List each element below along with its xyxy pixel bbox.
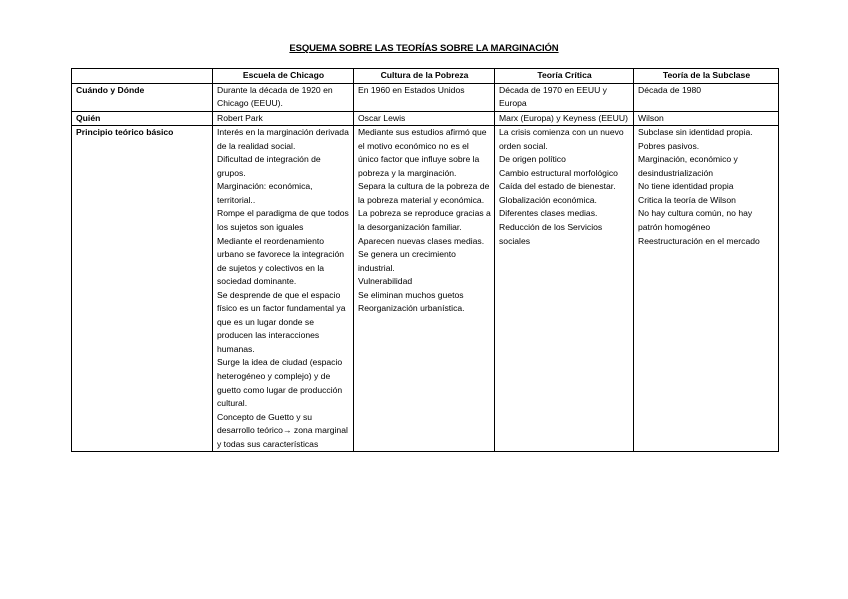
list-item: Vulnerabilidad bbox=[358, 276, 413, 287]
list-item: Marginación: económica, territorial.. bbox=[217, 181, 313, 205]
list-item: Critica la teoría de Wilson bbox=[638, 194, 736, 205]
list-item: Marginación, económico y desindustrialización bbox=[638, 154, 738, 178]
list-item: La crisis comienza con un nuevo orden social. bbox=[499, 127, 624, 151]
cell-principio-critica bbox=[495, 126, 634, 452]
cell-principio-pobreza bbox=[354, 126, 495, 452]
list-item: Concepto de Guetto y su desarrollo teórico→ zona marginal y todas sus características bbox=[217, 411, 348, 449]
list-item: No tiene identidad propia bbox=[638, 181, 734, 192]
list-item: Caída del estado de bienestar. bbox=[499, 181, 616, 192]
page-title: ESQUEMA SOBRE LAS TEORÍAS SOBRE LA MARGINACIÓN bbox=[289, 43, 559, 54]
list-item: No hay cultura común, no hay patrón homogéneo bbox=[638, 208, 753, 233]
theories-table bbox=[71, 68, 779, 452]
cell-cuando-chicago: Durante la década de 1920 en Chicago (EEUU). bbox=[213, 83, 354, 111]
list-item: Cambio estructural morfológico bbox=[499, 167, 618, 178]
row-label-principio: Principio teórico básico bbox=[72, 126, 213, 452]
list-item: Se desprende de que el espacio físico es un factor fundamental ya que es un lugar donde se producen las interacciones humanas. bbox=[217, 289, 346, 354]
cell-principio-subclase bbox=[634, 126, 779, 452]
list-item: Reorganización urbanística. bbox=[358, 303, 465, 314]
header-teoria-subclase: Teoría de la Subclase bbox=[634, 69, 779, 84]
list-item: Surge la idea de ciudad (espacio heterogéneo y complejo) y de guetto como lugar de producción cultural. bbox=[217, 357, 343, 409]
cell-cuando-pobreza: En 1960 en Estados Unidos bbox=[354, 83, 495, 111]
cell-quien-chicago: Robert Park bbox=[213, 111, 354, 126]
header-cultura-pobreza: Cultura de la Pobreza bbox=[354, 69, 495, 84]
cell-cuando-critica: Década de 1970 en EEUU y Europa bbox=[495, 83, 634, 111]
list-item: La pobreza se reproduce gracias a la desorganización familiar. bbox=[358, 208, 491, 233]
list-item: Se genera un crecimiento industrial. bbox=[358, 249, 456, 273]
list-item: Interés en la marginación derivada de la realidad social. bbox=[217, 127, 349, 151]
row-label-cuando: Cuándo y Dónde bbox=[72, 83, 213, 111]
cell-quien-critica: Marx (Europa) y Keyness (EEUU) bbox=[495, 111, 634, 126]
list-item: Pobres pasivos. bbox=[638, 140, 700, 151]
list-item: Mediante el reordenamiento urbano se favorece la integración de sujetos y colectivos en la sociedad dominante. bbox=[217, 235, 345, 287]
header-teoria-critica: Teoría Crítica bbox=[495, 69, 634, 84]
list-item: Globalización económica. bbox=[499, 194, 597, 205]
list-item: Dificultad de integración de grupos. bbox=[217, 154, 321, 178]
list-item: Subclase sin identidad propia. bbox=[638, 127, 753, 138]
list-item: Rompe el paradigma de que todos los sujetos son iguales bbox=[217, 208, 349, 233]
list-item: Se eliminan muchos guetos bbox=[358, 289, 464, 300]
cell-principio-chicago bbox=[213, 126, 354, 452]
list-item: De origen político bbox=[499, 154, 566, 165]
table-header-row bbox=[72, 69, 779, 84]
row-label-quien: Quién bbox=[72, 111, 213, 126]
list-item: Diferentes clases medias. bbox=[499, 208, 598, 219]
cell-cuando-subclase: Década de 1980 bbox=[634, 83, 779, 111]
list-item: Separa la cultura de la pobreza de la pobreza material y económica. bbox=[358, 181, 490, 205]
list-item: Reestructuración en el mercado bbox=[638, 235, 760, 246]
table-row-principio bbox=[72, 126, 779, 452]
cell-quien-pobreza: Oscar Lewis bbox=[354, 111, 495, 126]
table-row-cuando bbox=[72, 83, 779, 111]
header-escuela-chicago: Escuela de Chicago bbox=[213, 69, 354, 84]
table-row-quien bbox=[72, 111, 779, 126]
list-item: Mediante sus estudios afirmó que el motivo económico no es el único factor que influye sobre la pobreza y la marginación. bbox=[358, 127, 487, 178]
list-item: Reducción de los Servicios sociales bbox=[499, 222, 603, 246]
list-item: Aparecen nuevas clases medias. bbox=[358, 235, 485, 246]
header-empty bbox=[72, 69, 213, 84]
cell-quien-subclase: Wilson bbox=[634, 111, 779, 126]
